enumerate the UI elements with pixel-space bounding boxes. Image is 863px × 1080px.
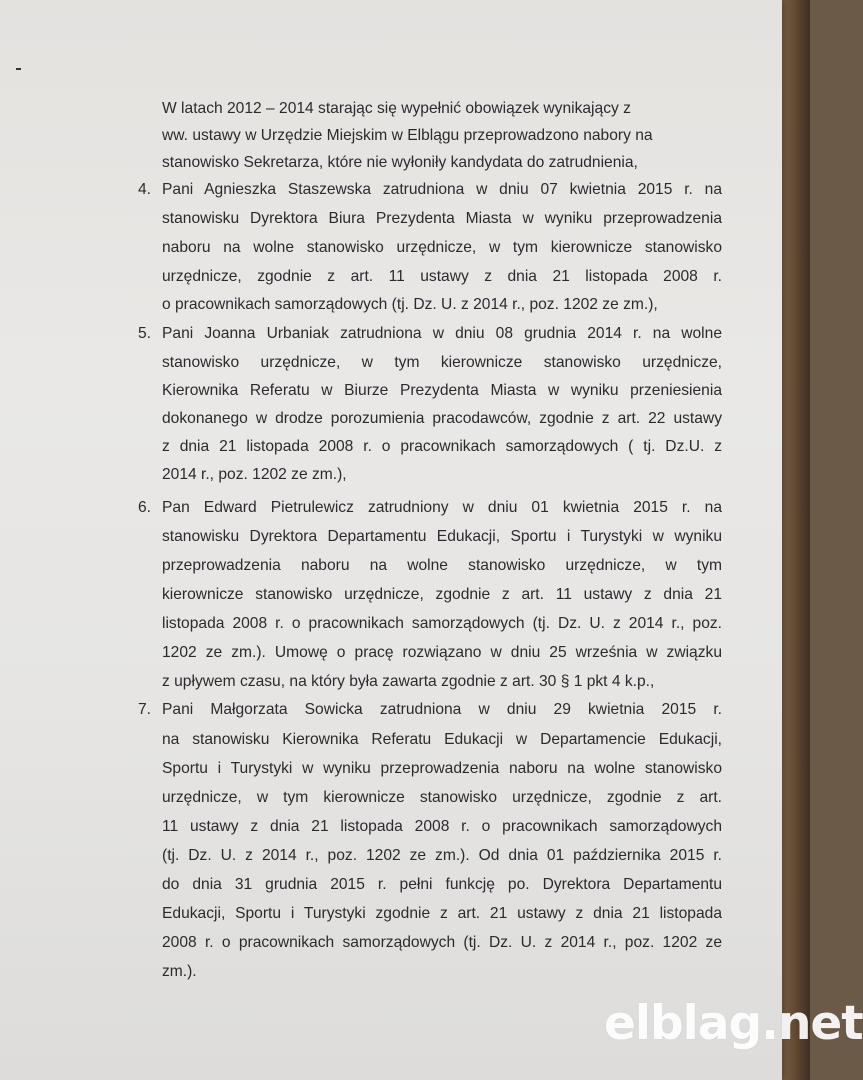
list-item-line: urzędnicze, zgodnie z art. 11 ustawy z dnia 21 listopada 2008 r. (162, 268, 722, 285)
list-item-line: o pracownikach samorządowych (tj. Dz. U. z 2014 r., poz. 1202 ze zm.), (162, 296, 658, 313)
list-item-line: na stanowisku Kierownika Referatu Edukacji w Departamencie Edukacji, (162, 731, 722, 748)
list-item-line: z dnia 21 listopada 2008 r. o pracownikach samorządowych ( tj. Dz.U. z (162, 438, 722, 455)
list-item-number: 6. (138, 499, 152, 516)
list-item-line: stanowisko urzędnicze, w tym kierownicze stanowisko urzędnicze, (162, 354, 722, 371)
list-item-line: stanowisku Dyrektora Departamentu Edukacji, Sportu i Turystyki w wyniku (162, 528, 722, 545)
intro-line: W latach 2012 – 2014 starając się wypełnić obowiązek wynikający z (162, 100, 631, 117)
list-item-line: (tj. Dz. U. z 2014 r., poz. 1202 ze zm.). Od dnia 01 października 2015 r. (162, 847, 722, 864)
list-item-line: z upływem czasu, na który była zawarta zgodnie z art. 30 § 1 pkt 4 k.p., (162, 673, 655, 690)
list-item-line: do dnia 31 grudnia 2015 r. pełni funkcję po. Dyrektora Departamentu (162, 876, 722, 893)
list-item-line: urzędnicze, w tym kierownicze stanowisko urzędnicze, zgodnie z art. (162, 789, 722, 806)
intro-line: ww. ustawy w Urzędzie Miejskim w Elblągu przeprowadzono nabory na (162, 127, 653, 144)
list-item-line: Pani Agnieszka Staszewska zatrudniona w dniu 07 kwietnia 2015 r. na (162, 181, 722, 198)
list-item-number: 4. (138, 181, 152, 198)
list-item-number: 5. (138, 325, 152, 342)
list-item-line: listopada 2008 r. o pracownikach samorządowych (tj. Dz. U. z 2014 r., poz. (162, 615, 722, 632)
list-item-line: dokonanego w drodze porozumienia pracodawców, zgodnie z art. 22 ustawy (162, 410, 722, 427)
list-item-line: stanowisku Dyrektora Biura Prezydenta Miasta w wyniku przeprowadzenia (162, 210, 722, 227)
list-item-line: Pani Małgorzata Sowicka zatrudniona w dniu 29 kwietnia 2015 r. (162, 701, 722, 718)
list-item-line: Pani Joanna Urbaniak zatrudniona w dniu 08 grudnia 2014 r. na wolne (162, 325, 722, 342)
list-item-line: Pan Edward Pietrulewicz zatrudniony w dniu 01 kwietnia 2015 r. na (162, 499, 722, 516)
list-item-line: 11 ustawy z dnia 21 listopada 2008 r. o pracownikach samorządowych (162, 818, 722, 835)
watermark-logo: elblag.net (604, 996, 863, 1051)
page-mark (16, 68, 21, 70)
list-item-line: Kierownika Referatu w Biurze Prezydenta Miasta w wyniku przeniesienia (162, 382, 722, 399)
list-item-line: naboru na wolne stanowisko urzędnicze, w tym kierownicze stanowisko (162, 239, 722, 256)
list-item-line: kierownicze stanowisko urzędnicze, zgodnie z art. 11 ustawy z dnia 21 (162, 586, 722, 603)
list-item-line: 2014 r., poz. 1202 ze zm.), (162, 466, 347, 483)
list-item-line: Sportu i Turystyki w wyniku przeprowadzenia naboru na wolne stanowisko (162, 760, 722, 777)
intro-line: stanowisko Sekretarza, które nie wyłoniły kandydata do zatrudnienia, (162, 154, 638, 171)
list-item-line: zm.). (162, 963, 197, 980)
list-item-line: Edukacji, Sportu i Turystyki zgodnie z art. 21 ustawy z dnia 21 listopada (162, 905, 722, 922)
list-item-number: 7. (138, 701, 152, 718)
list-item-line: 1202 ze zm.). Umowę o pracę rozwiązano w dniu 25 września w związku (162, 644, 722, 661)
list-item-line: przeprowadzenia naboru na wolne stanowisko urzędnicze, w tym (162, 557, 722, 574)
list-item-line: 2008 r. o pracownikach samorządowych (tj. Dz. U. z 2014 r., poz. 1202 ze (162, 934, 722, 951)
